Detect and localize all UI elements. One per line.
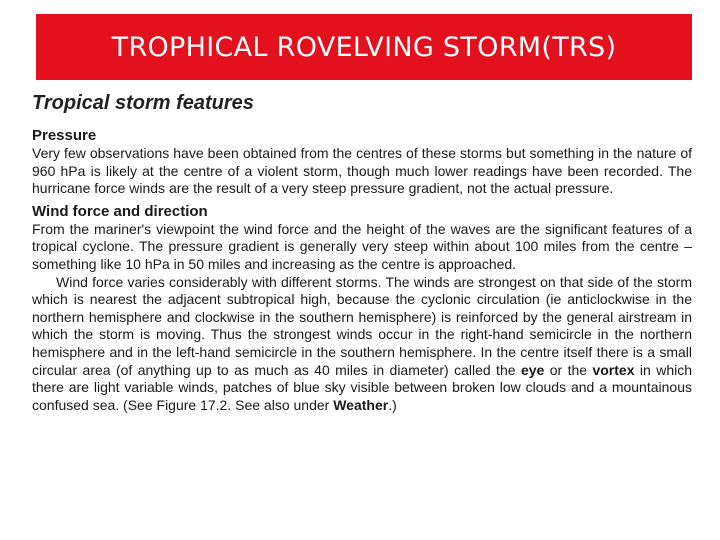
paragraph-wind-2-part-b: or the — [544, 361, 593, 378]
paragraph-wind-1: From the mariner's viewpoint the wind force and the height of the waves are the significant features of a tropical cyclone. The pressure gradient is generally very steep within about 100 miles from the centre – something like 10 hPa in 50 miles and increasing as the centre is approached. — [32, 220, 692, 272]
keyword-vortex: vortex — [592, 361, 635, 378]
paragraph-wind-2 — [32, 274, 692, 415]
section-heading-wind: Wind force and direction — [32, 202, 208, 220]
document-excerpt — [32, 92, 692, 419]
paragraph-wind-2-part-a: Wind force varies considerably with different storms. The winds are strongest on that side of the storm which is nearest the adjacent subtropical high, because the cyclonic circulation (ie anticlockwise in the northern hemisphere and clockwise in the southern hemisphere) is reinforced by the general airstream in which the storm is moving. Thus the strongest winds occur in the right-hand semicircle in the northern hemisphere and in the left-hand semicircle in the southern hemisphere. In the centre itself there is a small circular area (of anything up to as much as 40 miles in diameter) called the — [32, 273, 692, 378]
keyword-eye: eye — [520, 361, 545, 378]
section-heading-pressure: Pressure — [32, 127, 97, 144]
paragraph-wind-2-part-c: in which there are light variable winds, patches of blue sky visible between broken low clouds and a mountainous confused sea. (See Figure 17.2. See also under — [32, 361, 692, 413]
paragraph-pressure: Very few observations have been obtained from the centres of these storms but something in the nature of 960 hPa is likely at the centre of a violent storm, though much lower readings have been recorded. The hurricane force winds are the result of a very steep pressure gradient, not the actual pressure. — [32, 145, 692, 197]
slide-title: TROPHICAL ROVELVING STORM(TRS) — [111, 31, 617, 63]
paragraph-wind-2-part-d: .) — [388, 396, 397, 413]
keyword-weather: Weather — [333, 396, 389, 413]
document-title: Tropical storm features — [32, 92, 254, 114]
slide-title-banner — [36, 14, 692, 80]
